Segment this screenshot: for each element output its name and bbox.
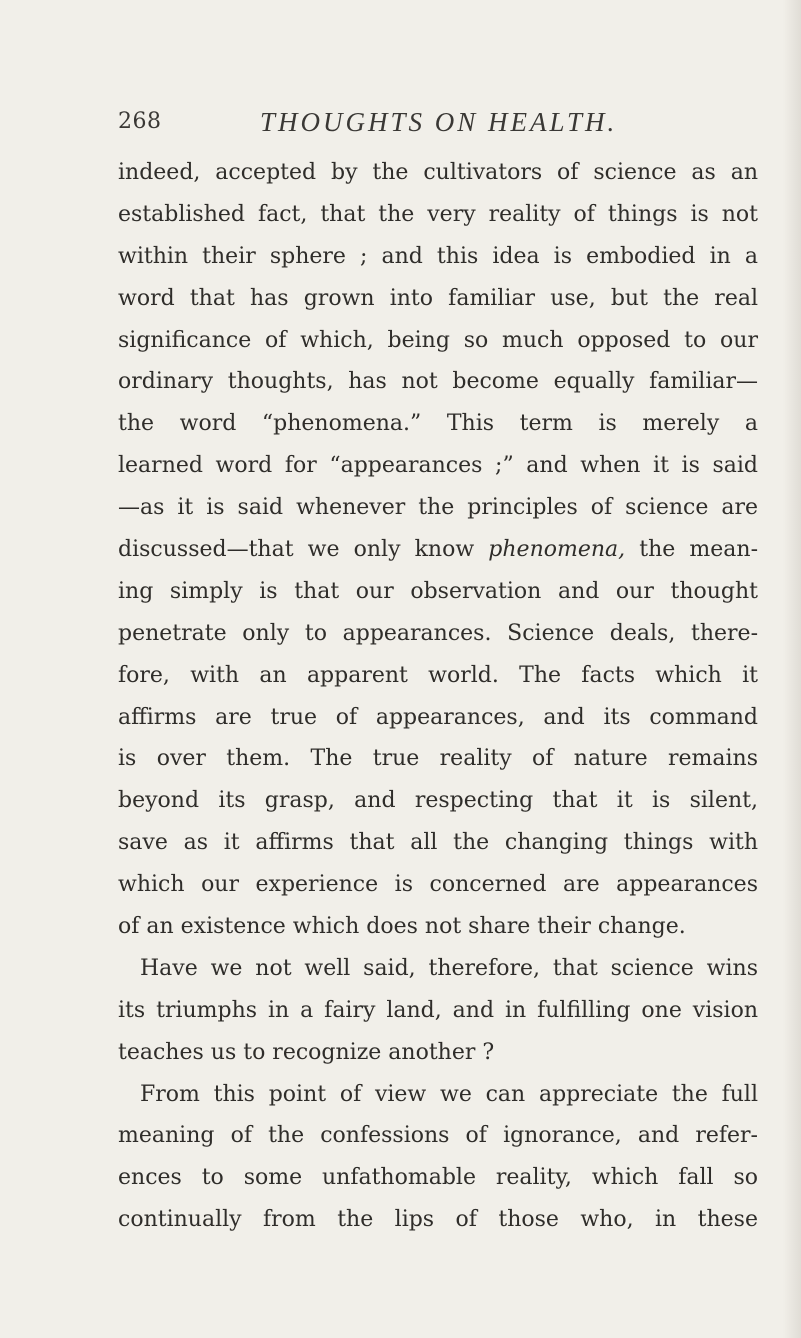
text-line: significance of which, being so much opposed to our: [118, 327, 758, 353]
text-line: which our experience is concerned are appearances: [118, 872, 758, 898]
page-header-title: THOUGHTS ON HEALTH.: [260, 107, 618, 137]
text-line: indeed, accepted by the cultivators of science as an: [118, 160, 758, 185]
text-line: meaning of the confessions of ignorance, and refer-: [118, 1123, 758, 1149]
text-segment: discussed—that we only know: [118, 537, 489, 563]
text-line: ences to some unfathomable reality, which fall so: [118, 1165, 758, 1191]
running-head: [118, 104, 758, 140]
text-line: is over them. The true reality of nature remains: [118, 746, 758, 772]
body-text: [118, 152, 758, 1241]
text-line: established fact, that the very reality of things is not: [118, 201, 758, 227]
text-line: within their sphere ; and this idea is embodied in a: [118, 243, 758, 269]
text-line-with-italic: [118, 529, 758, 571]
italic-word-phenomena: phenomena,: [488, 537, 626, 563]
text-line: penetrate only to appearances. Science deals, there-: [118, 620, 758, 646]
text-line: word that has grown into familiar use, but the real: [118, 285, 758, 311]
text-line: fore, with an apparent world. The facts which it: [118, 662, 758, 688]
text-segment: the mean-: [625, 537, 759, 563]
paragraph-start-line: From this point of view we can appreciate the full: [140, 1081, 758, 1107]
text-line: its triumphs in a fairy land, and in fulfilling one vision: [118, 997, 758, 1023]
text-line: —as it is said whenever the principles of science are: [118, 495, 758, 521]
text-line: teaches us to recognize another ?: [118, 1039, 495, 1065]
text-line: beyond its grasp, and respecting that it is silent,: [118, 788, 758, 814]
text-line: ordinary thoughts, has not become equally familiar—: [118, 369, 758, 395]
text-line: continually from the lips of those who, in these: [118, 1207, 758, 1233]
text-line: affirms are true of appearances, and its command: [118, 704, 758, 730]
page-edge-shadow: [783, 0, 801, 1338]
text-line: save as it affirms that all the changing things with: [118, 830, 758, 856]
page-number: 268: [118, 109, 162, 134]
text-line: learned word for “appearances ;” and when it is said: [118, 453, 758, 479]
text-line: the word “phenomena.” This term is merely a: [118, 411, 758, 437]
text-line: ing simply is that our observation and our thought: [118, 578, 758, 604]
text-line: of an existence which does not share their change.: [118, 914, 686, 940]
paragraph-start-line: Have we not well said, therefore, that science wins: [140, 955, 758, 981]
